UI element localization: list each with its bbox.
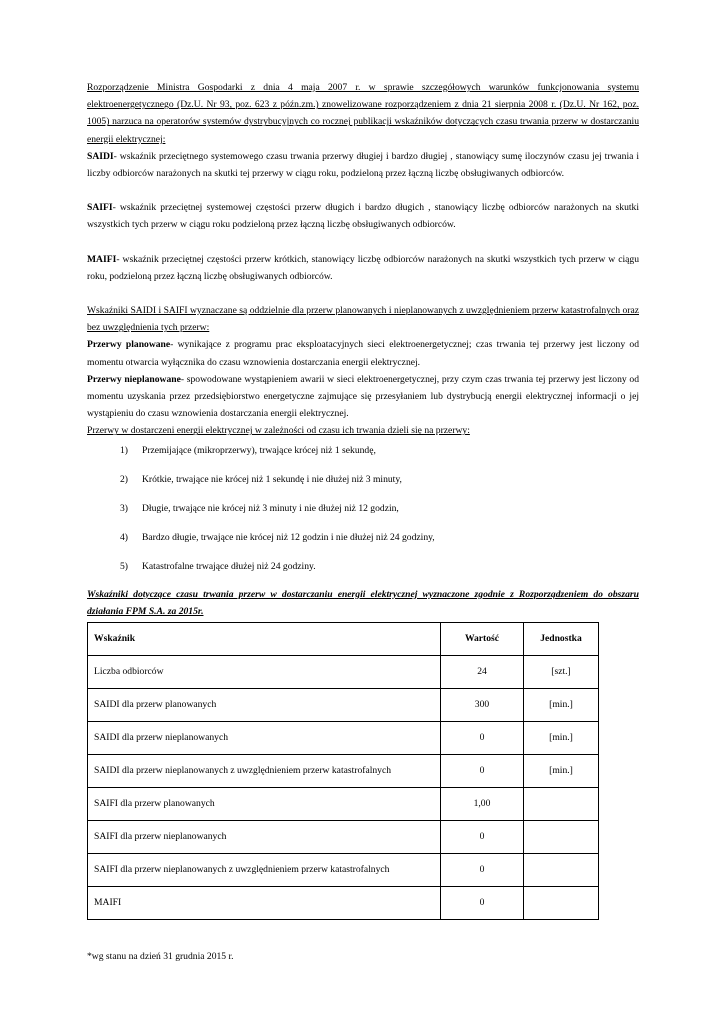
header-indicator: Wskaźnik [88,622,441,655]
table-row: SAIDI dla przerw nieplanowanych z uwzględnieniem przerw katastrofalnych 0 [min.] [88,754,599,787]
header-unit: Jednostka [524,622,599,655]
planned-term: Przerwy planowane [87,339,171,351]
table-row: SAIDI dla przerw planowanych 300 [min.] [88,688,599,721]
unplanned-term: Przerwy nieplanowane [87,373,181,385]
saidi-term: SAIDI [87,150,114,162]
table-row: SAIFI dla przerw nieplanowanych 0 [88,820,599,853]
maifi-text: - wskaźnik przeciętnej częstości przerw krótkich, stanowiący liczbę odbiorców narażonych na skutki wszystkich tych przerw w ciągu roku, podzieloną przez łączną liczbę obsługiwanych odbiorców. [87,253,639,282]
list-item: 2) Krótkie, trwające nie krócej niż 1 sekundę i nie dłużej niż 3 minuty, [120,473,402,485]
table-row: Liczba odbiorców 24 [szt.] [88,655,599,688]
table-row: MAIFI 0 [88,886,599,919]
planned-definition [87,336,639,370]
list-item: 4) Bardzo długie, trwające nie krócej niż 12 godzin i nie dłużej niż 24 godziny, [120,531,435,543]
table-row: SAIFI dla przerw planowanych 1,00 [88,787,599,820]
header-value: Wartość [441,622,524,655]
table-row: SAIDI dla przerw nieplanowanych 0 [min.] [88,721,599,754]
intro-paragraph: Rozporządzenie Ministra Gospodarki z dnia 4 maja 2007 r. w sprawie szczegółowych warunków funkcjonowania systemu elektroenergetycznego (Dz.U. Nr 93, poz. 623 z późn.zm.) znowelizowane rozporządzeniem z dnia 21 sierpnia 2008 r. (Dz.U. Nr 162, poz. 1005) narzuca na operatorów systemów dystrybucyjnych co rocznej publikacji wskaźników dotyczących czasu trwania przerw w dostarczaniu energii elektrycznej: [87,82,639,145]
list-item: 1) Przemijające (mikroprzerwy), trwające krócej niż 1 sekundę, [120,444,376,456]
saifi-term: SAIFI [87,202,113,214]
unplanned-text: - spowodowane wystąpieniem awarii w sieci elektroenergetycznej, przy czym czas trwania tej przerwy jest liczony od momentu uzyskania przez przedsiębiorstwo energetyczne zajmujące się przesyłaniem lub dystrybucją energii elektrycznej informacji o jej wystąpieniu do czasu wznowienia dostarczania energii elektrycznej. [87,373,639,420]
interruptions-intro: Przerwy w dostarczeni energii elektrycznej w zależności od czasu ich trwania dzieli się na przerwy: [87,425,470,437]
list-item: 5) Katastrofalne trwające dłużej niż 24 godziny. [120,560,316,572]
table-caption: Wskaźniki dotyczące czasu trwania przerw w dostarczaniu energii elektrycznej wyznaczone zgodnie z Rozporządzeniem do obszaru działania FPM S.A. za 2015r. [87,588,639,617]
maifi-term: MAIFI [87,253,117,265]
interruption-types-list [87,445,639,590]
list-item: 3) Długie, trwające nie krócej niż 3 minuty i nie dłużej niż 12 godzin, [120,502,399,514]
saidi-text: - wskaźnik przeciętnego systemowego czasu trwania przerwy długiej i bardzo długiej , stanowiący sumę iloczynów czasu jej trwania i liczby odbiorców narażonych na skutki tej przerwy w ciągu roku, podzieloną przez łączną liczbę obsługiwanych odbiorców. [87,150,639,180]
saifi-text: - wskaźnik przeciętnej systemowej częstości przerw długich i bardzo długich , stanowiący liczbę odbiorców narażonych na skutki wszystkich tych przerw w ciągu roku podzieloną przez łączną liczbę obsługiwanych odbiorców. [87,202,639,231]
saidi-definition [87,148,639,182]
indicators-table [87,622,599,920]
table-header-row [88,622,599,655]
table-row: SAIFI dla przerw nieplanowanych z uwzględnieniem przerw katastrofalnych 0 [88,853,599,886]
planned-text: - wynikające z programu prac eksploatacyjnych sieci elektroenergetycznej; czas trwania tej przerwy jest liczony od momentu otwarcia wyłącznika do czasu wznowienia dostarczania energii elektrycznej. [87,339,639,368]
footnote: *wg stanu na dzień 31 grudnia 2015 r. [87,951,234,962]
maifi-definition [87,251,639,285]
document-body [87,79,639,920]
unplanned-definition [87,371,639,423]
indicators-note: Wskaźniki SAIDI i SAIFI wyznaczane są oddzielnie dla przerw planowanych i nieplanowanych z uwzględnieniem przerw katastrofalnych oraz bez uwzględnienia tych przerw: [87,305,639,334]
saifi-definition [87,199,639,233]
